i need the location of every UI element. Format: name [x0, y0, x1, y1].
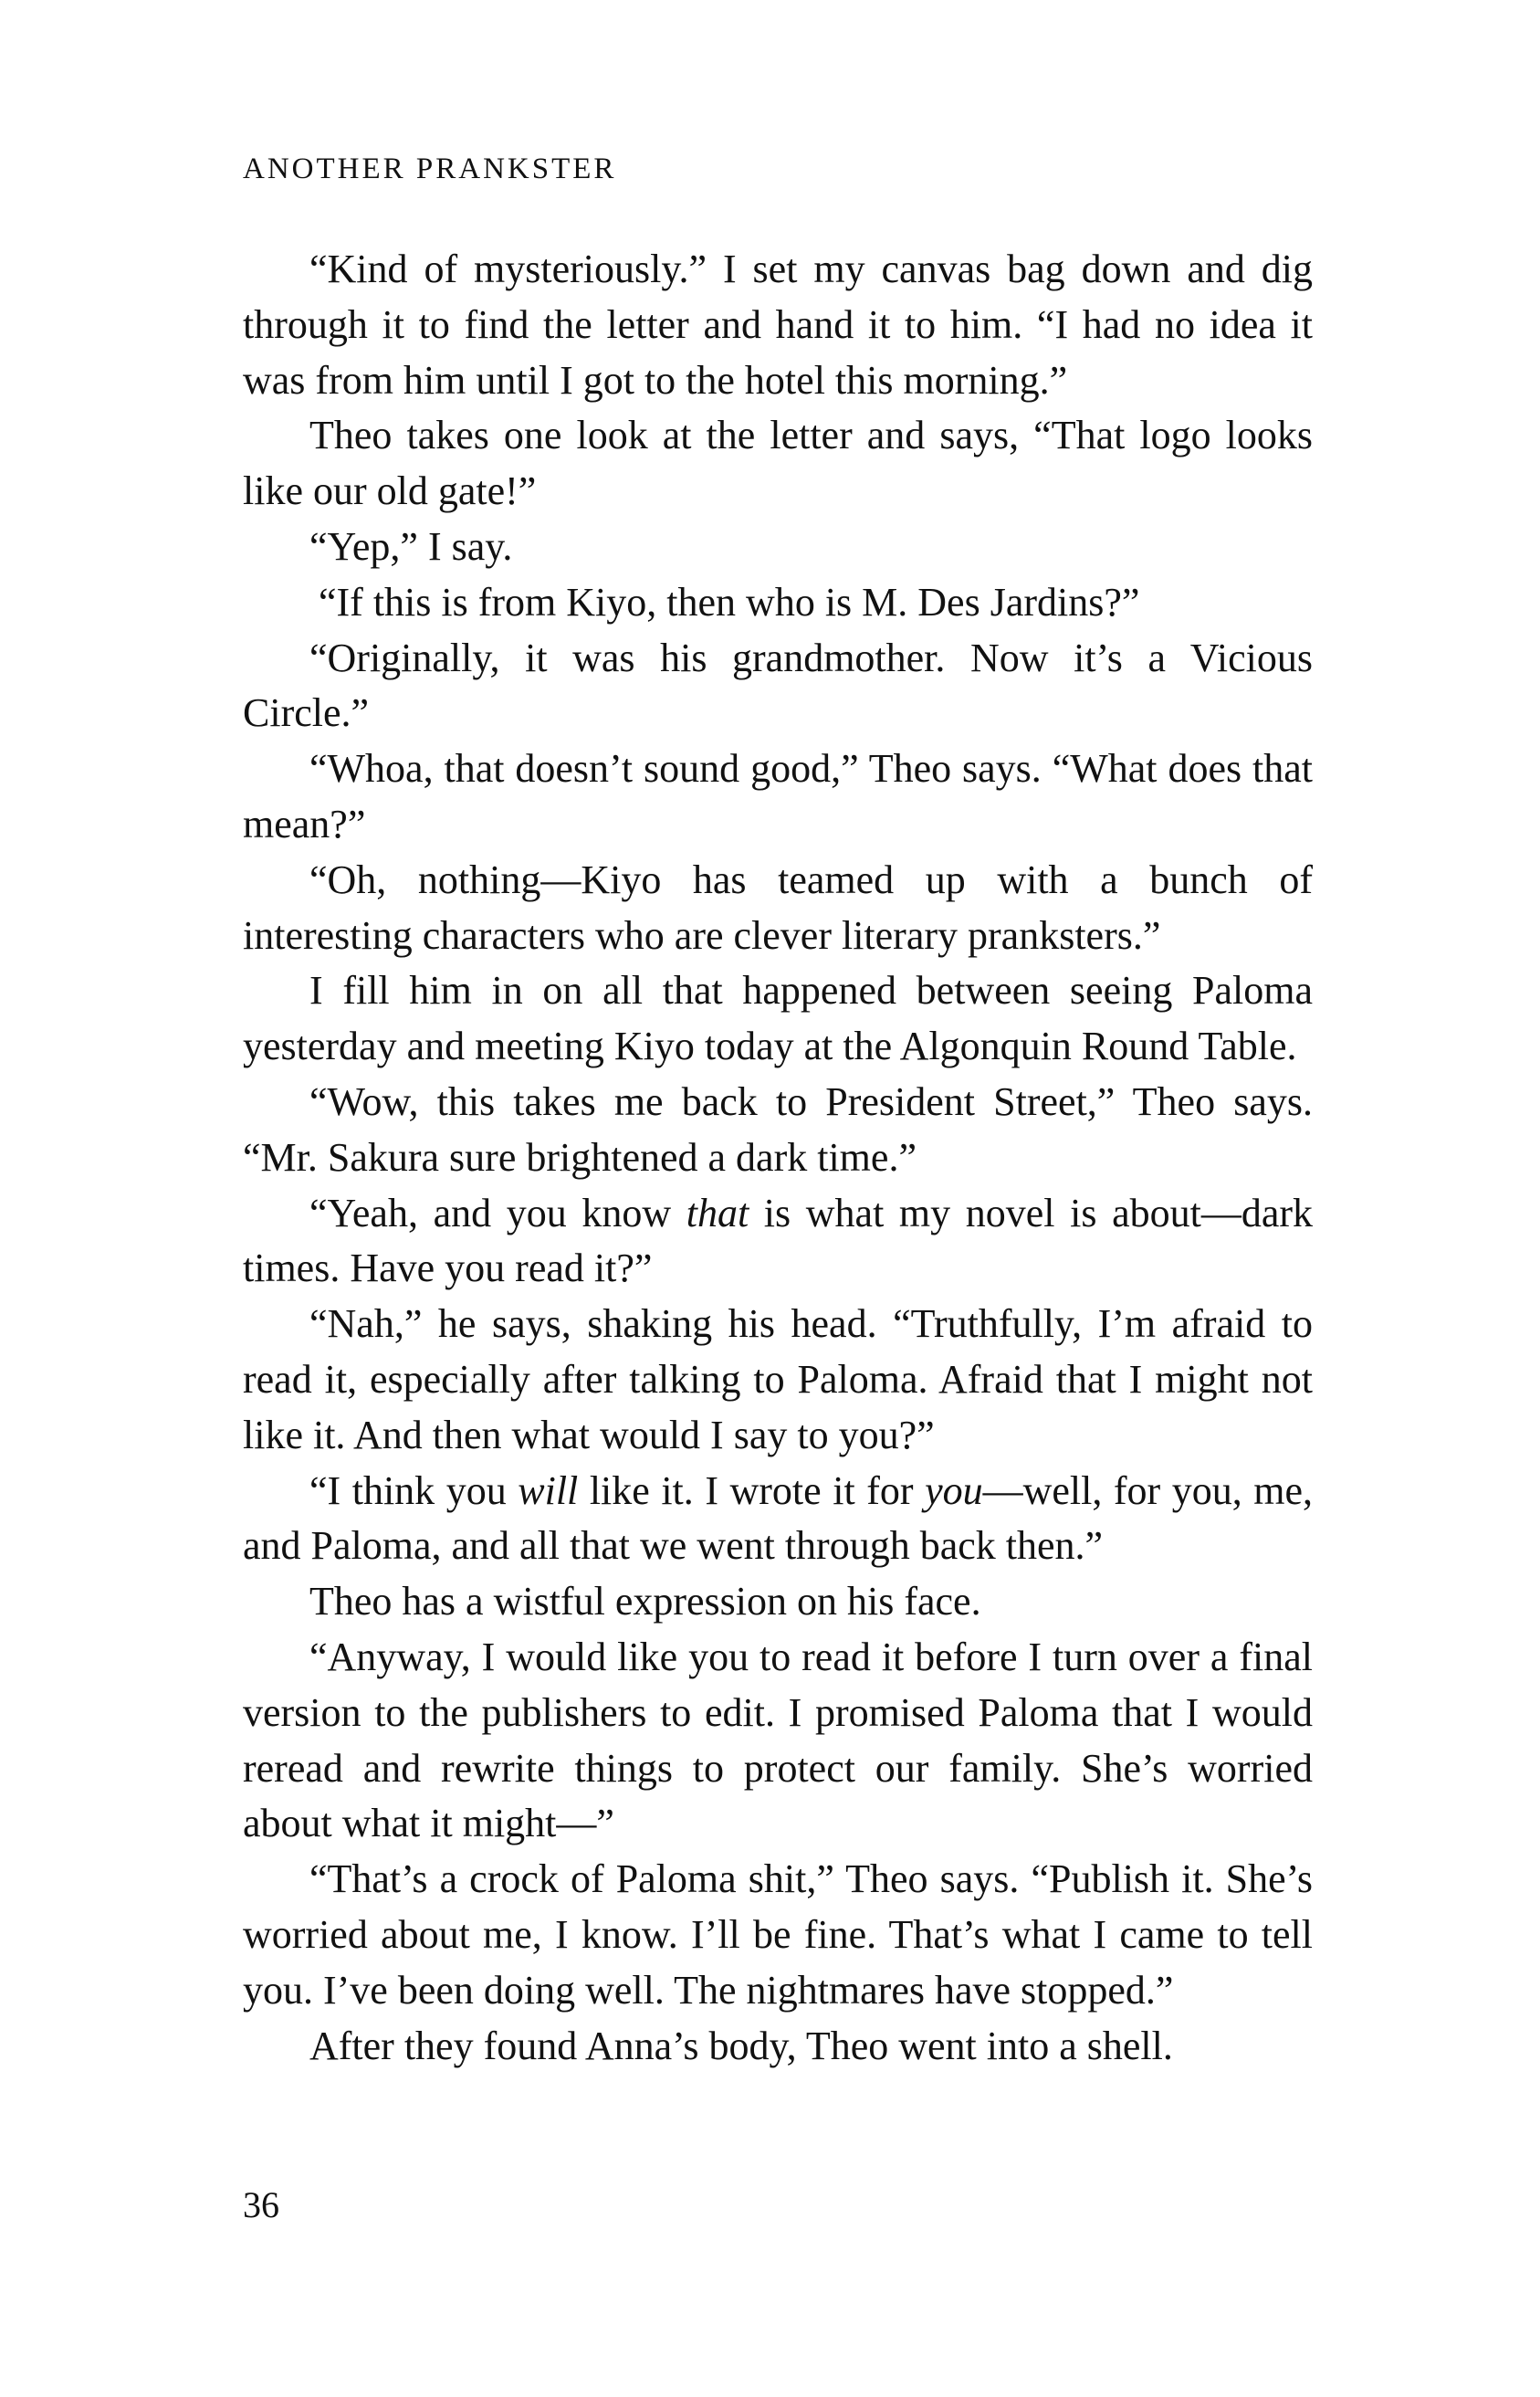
paragraph: “Anyway, I would like you to read it before I turn over a final version to the publishers to edit. I promised Paloma that I would reread and rewrite things to protect our family. She’s worried about what it might—”	[243, 1634, 1313, 1846]
paragraph: “Wow, this takes me back to President Street,” Theo says. “Mr. Sakura sure brightened a dark time.”	[243, 1078, 1313, 1180]
running-head: ANOTHER PRANKSTER	[243, 152, 617, 185]
paragraph: “Oh, nothing—Kiyo has teamed up with a bunch of interesting characters who are clever literary pranksters.”	[243, 857, 1313, 958]
paragraph-text: —well, for you, me, and Paloma, and all that we went through back then.”	[243, 1467, 1314, 1569]
paragraph	[243, 1186, 1313, 1298]
paragraph: “Nah,” he says, shaking his head. “Truthfully, I’m afraid to read it, especially after talking to Paloma. Afraid that I might not like it. And then what would I say to you?”	[243, 1301, 1313, 1457]
paragraph: “Whoa, that doesn’t sound good,” Theo says. “What does that mean?”	[243, 746, 1313, 846]
body-text	[243, 242, 1313, 2074]
paragraph	[243, 1464, 1313, 1575]
paragraph-text: like it. I wrote it for	[578, 1467, 926, 1513]
paragraph: After they found Anna’s body, Theo went into a shell.	[309, 2023, 1173, 2068]
paragraph: “Originally, it was his grandmother. Now it’s a Vicious Circle.”	[243, 635, 1313, 736]
paragraph: Theo has a wistful expression on his face.	[309, 1579, 981, 1624]
paragraph: Theo takes one look at the letter and says, “That logo looks like our old gate!”	[243, 413, 1313, 514]
paragraph-text: “I think you	[309, 1467, 519, 1513]
paragraph: “If this is from Kiyo, then who is M. Des Jardins?”	[319, 579, 1140, 625]
paragraph-text: is what my novel is about—dark times. Have you read it?”	[243, 1190, 1314, 1291]
paragraph-text: “Yeah, and you know	[309, 1190, 686, 1235]
paragraph: “Yep,” I say.	[309, 523, 513, 569]
paragraph: I fill him in on all that happened between seeing Paloma yesterday and meeting Kiyo today at the Algonquin Round Table.	[243, 968, 1313, 1069]
italic-text: you	[925, 1467, 983, 1513]
paragraph: “Kind of mysteriously.” I set my canvas bag down and dig through it to find the letter and hand it to him. “I had no idea it was from him until I got to the hotel this morning.”	[243, 247, 1313, 403]
italic-text: will	[518, 1467, 579, 1513]
italic-text: that	[686, 1190, 749, 1235]
paragraph: “That’s a crock of Paloma shit,” Theo says. “Publish it. She’s worried about me, I know. I’ll be fine. That’s what I came to tell you. I’ve been doing well. The nightmares have stopped.”	[243, 1856, 1313, 2013]
page-number: 36	[243, 2184, 279, 2225]
